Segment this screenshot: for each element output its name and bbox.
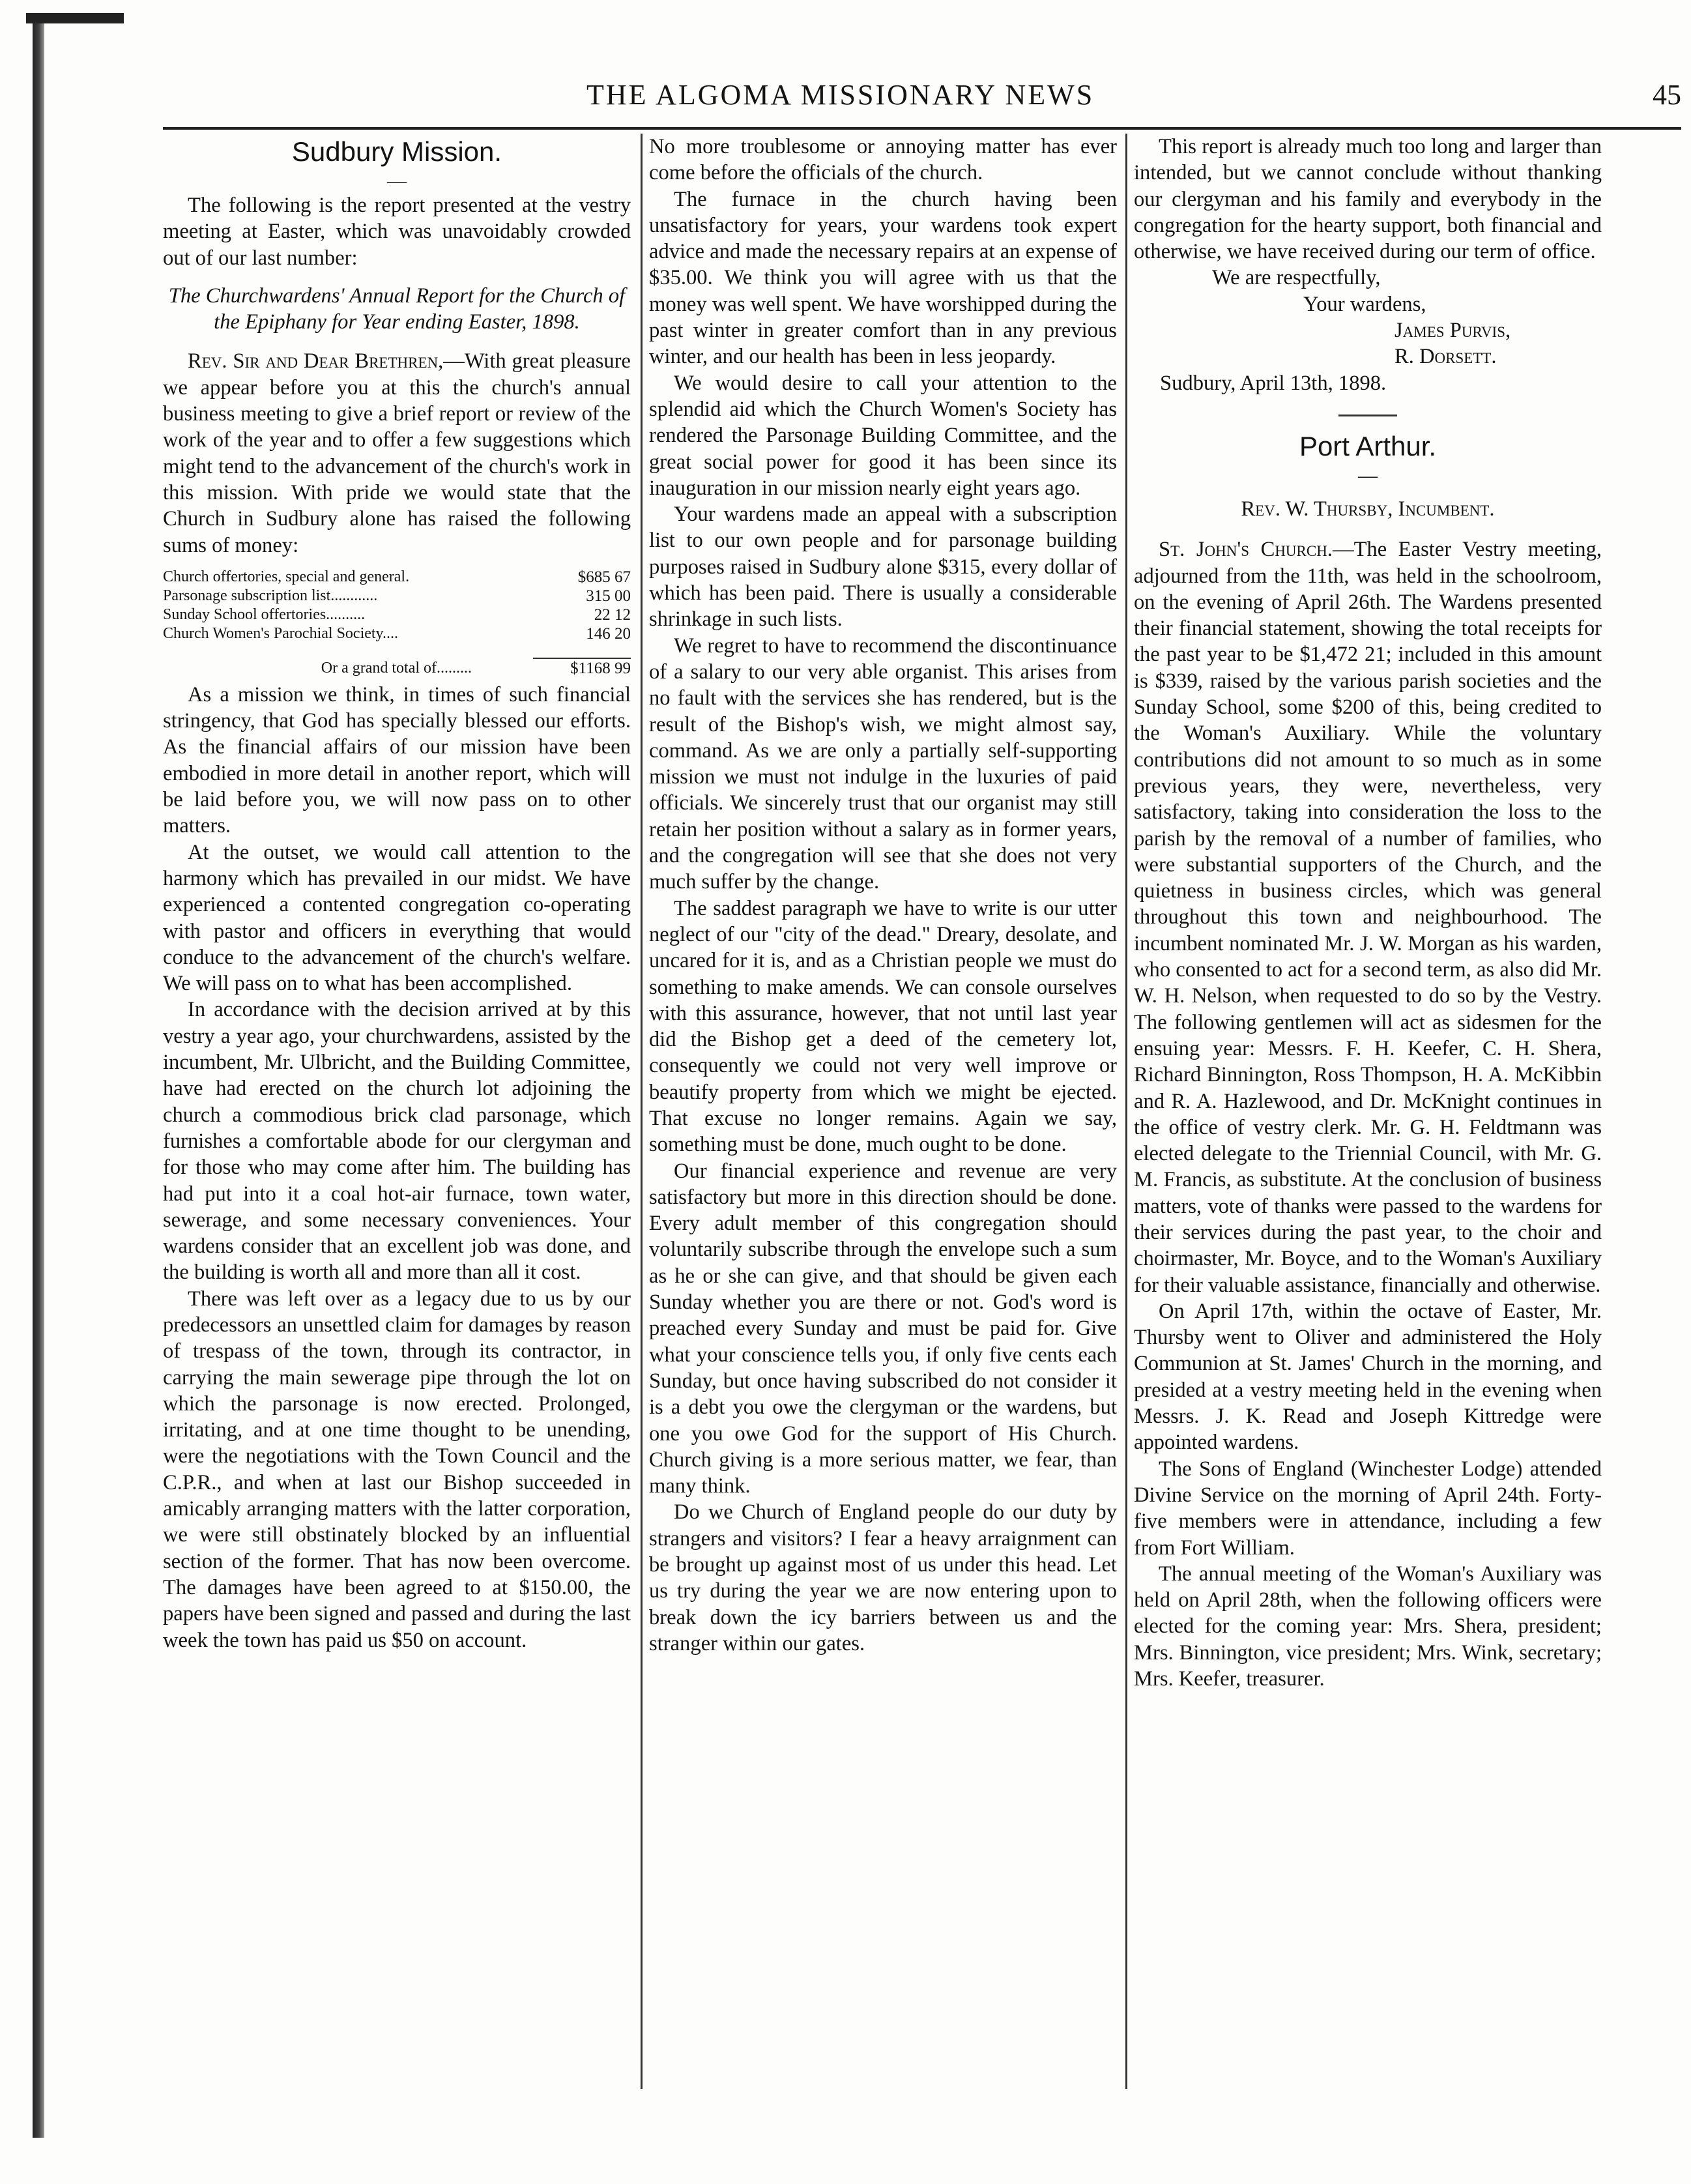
signoff-line: Your wardens,	[1303, 292, 1426, 316]
finance-row	[163, 605, 631, 624]
total-rule	[533, 658, 631, 659]
finance-label: Church Women's Parochial Society....	[163, 624, 398, 642]
article-paragraph: Your wardens made an appeal with a subscription list to our own people and for parsonage building purposes raised in Sudbury alone $315, every dollar of which has been paid. There is usually a considerable shrinkage in such lists.	[649, 502, 1117, 632]
finance-total-label: Or a grand total of.........	[321, 659, 472, 677]
page-header	[163, 78, 1681, 130]
publication-title: THE ALGOMA MISSIONARY NEWS	[586, 79, 1095, 111]
article-paragraph: On April 17th, within the octave of Easter, Mr. Thursby went to Oliver and administered the Holy Communion at St. James' Church in the morning, and presided at a vestry meeting held in the evening when Messrs. J. K. Read and Joseph Kittredge were appointed wardens.	[1134, 1299, 1602, 1455]
finance-amount: 22 12	[594, 605, 631, 624]
column-2	[649, 134, 1117, 2167]
article-paragraph: The furnace in the church having been unsatisfactory for years, your wardens took expert advice and made the necessary repairs at an expense of $35.00. We think you will agree with us that the money was well spent. We have worshipped during the past winter in greater comfort than in any previous winter, and our health has been in less jeopardy.	[649, 187, 1117, 369]
incumbent-line: Rev. W. Thursby, Incumbent.	[1241, 497, 1495, 521]
finance-table	[163, 568, 631, 678]
finance-amount: 315 00	[586, 587, 631, 605]
article-paragraph: No more troublesome or annoying matter has ever come before the officials of the church.	[649, 135, 1117, 185]
finance-row	[163, 624, 631, 643]
article-paragraph: The following is the report presented at the vestry meeting at Easter, which was unavoidably crowded out of our last number:	[163, 194, 631, 270]
finance-label: Church offertories, special and general.	[163, 568, 410, 585]
binding-edge	[33, 13, 44, 2138]
finance-total-row	[163, 643, 631, 678]
section-heading-port-arthur: Port Arthur.	[1299, 430, 1437, 461]
church-name: St. John's Church.	[1159, 538, 1333, 562]
finance-label: Sunday School offertories..........	[163, 605, 366, 623]
paragraph-text: —The Easter Vestry meeting, adjourned from the 11th, was held in the schoolroom, on the evening of April 26th. The Wardens presented their financial statement, showing the total receipts for the past year to be $1,472 21; included in this amount is $339, raised by the various parish societies and the Sunday School, some $200 of this, being credited to the Woman's Auxiliary. While the voluntary contributions did not amount to so much as in some previous years, they were, nevertheless, very satisfactory, taking into consideration the loss to the parish by the removal of a number of families, who were substantial supporters of the Church, and the quietness in business circles, which was general throughout this town and neighbourhood. The incumbent nominated Mr. J. W. Morgan as his warden, who consented to act for a second term, as also did Mr. W. H. Nelson, when requested to do so by the Vestry. The following gentlemen will act as sidesmen for the ensuing year: Messrs. F. H. Keefer, C. H. Shera, Richard Binnington, Ross Thompson, H. A. McKibbin and R. A. Hazlewood, and Dr. McKnight continues in the office of vestry clerk. Mr. G. H. Feldtmann was elected delegate to the Triennial Council, with Mr. G. M. Francis, as substitute. At the conclusion of business matters, vote of thanks were passed to the wardens for their services during the past year, to the choir and choirmaster, Mr. Boyce, and to the Woman's Auxiliary for their valuable assistance, financially and otherwise.	[1134, 538, 1602, 1297]
article-paragraph: At the outset, we would call attention to the harmony which has prevailed in our midst. We have experienced a contented congregation co-operating with pastor and officers in everything that would conduce to the advancement of the church's welfare. We will pass on to what has been accomplished.	[163, 840, 631, 996]
header-rule	[163, 127, 1681, 130]
article-paragraph	[163, 348, 631, 558]
section-dash: —	[387, 170, 407, 192]
total-value: $1168 99	[570, 659, 631, 677]
article-paragraph: Our financial experience and revenue are very satisfactory but more in this direction should be done. Every adult member of this congregation should voluntarily subscribe through the envelope such a sum as he or she can give, and that should be given each Sunday whether you are there or not. God's word is preached every Sunday and must be paid for. Give what your conscience tells you, if only five cents each Sunday, but once having subscribed do not consider it is a debt you owe the clergyman or the wardens, but one you owe God for the support of His Church. Church giving is a more serious matter, we fear, than many think.	[649, 1159, 1117, 1498]
column-1	[163, 134, 631, 2167]
article-paragraph: Do we Church of England people do our duty by strangers and visitors? I fear a heavy arraignment can be brought up against most of us under this head. Let us try during the year we are now entering upon to break down the icy barriers between us and the stranger within our gates.	[649, 1500, 1117, 1655]
salutation: Rev. Sir and Dear Brethren,	[188, 349, 444, 373]
article-paragraph: The saddest paragraph we have to write is our utter neglect of our "city of the dead." Dreary, desolate, and uncared for it is, and as a Christian people we must do something to make amends. We can console ourselves with this assurance, however, that not until last year did the Bishop get a deed of the cemetery lot, consequently we could not very well improve or beautify property from which we might be ejected. That excuse no longer remains. Again we say, something must be done, much ought to be done.	[649, 896, 1117, 1157]
article-paragraph: This report is already much too long and larger than intended, but we cannot conclude without thanking our clergyman and his family and everybody in the congregation for the hearty support, both financial and otherwise, we have received during our term of office.	[1134, 135, 1602, 264]
signer-name: R. Dorsett.	[1395, 345, 1497, 369]
page-number: 45	[1653, 79, 1681, 111]
article-paragraph: We regret to have to recommend the discontinuance of a salary to our very able organist. This arises from no fault with the services she has rendered, but is the result of the Bishop's wish, we might almost say, command. As we are only a partially self-supporting mission we must not indulge in the luxuries of paid officials. We sincerely trust that our organist may still retain her position without a salary as in former years, and the congregation will see that she does not very much suffer by the change.	[649, 633, 1117, 894]
article-paragraph: We would desire to call your attention to the splendid aid which the Church Women's Society has rendered the Parsonage Building Committee, and the great social power for good it has been since its inauguration in our mission nearly eight years ago.	[649, 371, 1117, 500]
report-title: The Churchwardens' Annual Report for the Church of the Epiphany for Year ending Easter, 1898.	[168, 284, 626, 334]
article-paragraph: The annual meeting of the Woman's Auxiliary was held on April 28th, when the following officers were elected for the coming year: Mrs. Shera, president; Mrs. Binnington, vice president; Mrs. Wink, secretary; Mrs. Keefer, treasurer.	[1134, 1562, 1602, 1691]
column-rule-2	[1125, 134, 1127, 2089]
finance-row	[163, 568, 631, 587]
article-paragraph	[1134, 536, 1602, 1298]
section-dash: —	[1358, 464, 1378, 486]
finance-amount: 146 20	[586, 624, 631, 643]
article-paragraph: There was left over as a legacy due to us by our predecessors an unsettled claim for damages by reason of trespass of the town, through its contractor, in carrying the main sewerage pipe through the lot on which the parsonage is now erected. Prolonged, irritating, and at one time thought to be unending, were the negotiations with the Town Council and the C.P.R., and when at last our Bishop succeeded in amicably arranging matters with the latter corporation, we were still obstinately blocked by an influential section of the former. That has now been overcome. The damages have been agreed to at $150.00, the papers have been signed and passed and during the last week the town has paid us $50 on account.	[163, 1287, 631, 1652]
binding-edge-top	[26, 13, 124, 23]
closing-line: We are respectfully,	[1212, 266, 1381, 290]
article-paragraph: As a mission we think, in times of such financial stringency, that God has specially blessed our efforts. As the financial affairs of our mission have been embodied in more detail in another report, which will be laid before you, we will now pass on to other matters.	[163, 682, 631, 838]
article-paragraph: In accordance with the decision arrived at by this vestry a year ago, your churchwardens, assisted by the incumbent, Mr. Ulbricht, and the Building Committee, have had erected on the church lot adjoining the church a commodious brick clad parsonage, which furnishes a comfortable abode for our clergyman and for those who may come after him. The building has had put into it a coal hot-air furnace, town water, sewerage, and some necessary conveniences. Your wardens consider that an excellent job was done, and the building is worth all and more than all it cost.	[163, 998, 631, 1285]
signer-name: James Purvis,	[1395, 319, 1511, 343]
column-3	[1134, 134, 1602, 2167]
dateline: Sudbury, April 13th, 1898.	[1160, 371, 1387, 395]
finance-total-amount	[498, 643, 631, 678]
finance-amount: $685 67	[577, 568, 631, 586]
column-rule-1	[641, 134, 643, 2089]
article-paragraph: The Sons of England (Winchester Lodge) attended Divine Service on the morning of April 24th. Forty-five members were in attendance, including a few from Fort William.	[1134, 1457, 1602, 1560]
section-divider	[1338, 415, 1397, 416]
finance-label: Parsonage subscription list............	[163, 587, 378, 604]
paragraph-text: —With great pleasure we appear before you at this the church's annual business meeting to give a brief report or review of the work of the year and to offer a few suggestions which might tend to the advancement of the church's work in this mission. With pride we would state that the Church in Sudbury alone has raised the following sums of money:	[163, 349, 631, 557]
section-heading-sudbury: Sudbury Mission.	[291, 136, 502, 167]
finance-row	[163, 587, 631, 605]
